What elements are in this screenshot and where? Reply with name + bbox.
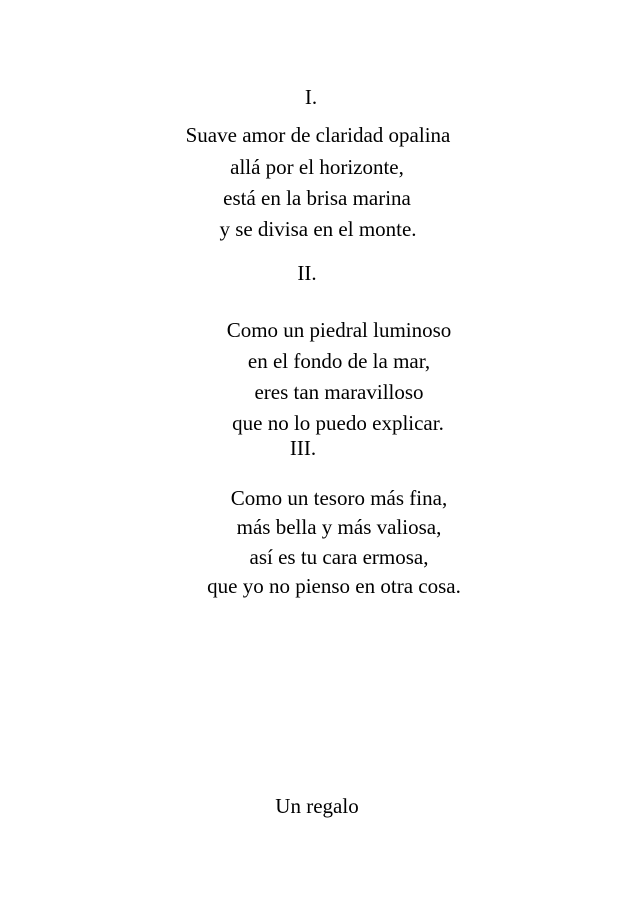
stanza-1-line-4: y se divisa en el monte.: [219, 217, 417, 241]
footer-signature: Un regalo: [275, 794, 359, 818]
stanza-1-line-3: está en la brisa marina: [223, 186, 411, 210]
stanza-3-line-1: Como un tesoro más fina,: [230, 486, 448, 510]
stanza-2-line-3: eres tan maravilloso: [254, 380, 424, 404]
stanza-1-line-1: Suave amor de claridad opalina: [185, 123, 451, 147]
stanza-3-heading: III.: [289, 436, 317, 460]
stanza-1-heading: I.: [304, 85, 318, 109]
stanza-3-line-4: que yo no pienso en otra cosa.: [207, 574, 461, 598]
stanza-3-line-3: así es tu cara ermosa,: [249, 545, 429, 569]
stanza-3-line-2: más bella y más valiosa,: [236, 515, 442, 539]
stanza-2-heading: II.: [297, 261, 317, 285]
stanza-1-line-2: allá por el horizonte,: [230, 155, 404, 179]
stanza-2-line-4: que no lo puedo explicar.: [232, 411, 444, 435]
stanza-2-line-1: Como un piedral luminoso: [226, 318, 452, 342]
stanza-2-line-2: en el fondo de la mar,: [247, 349, 431, 373]
